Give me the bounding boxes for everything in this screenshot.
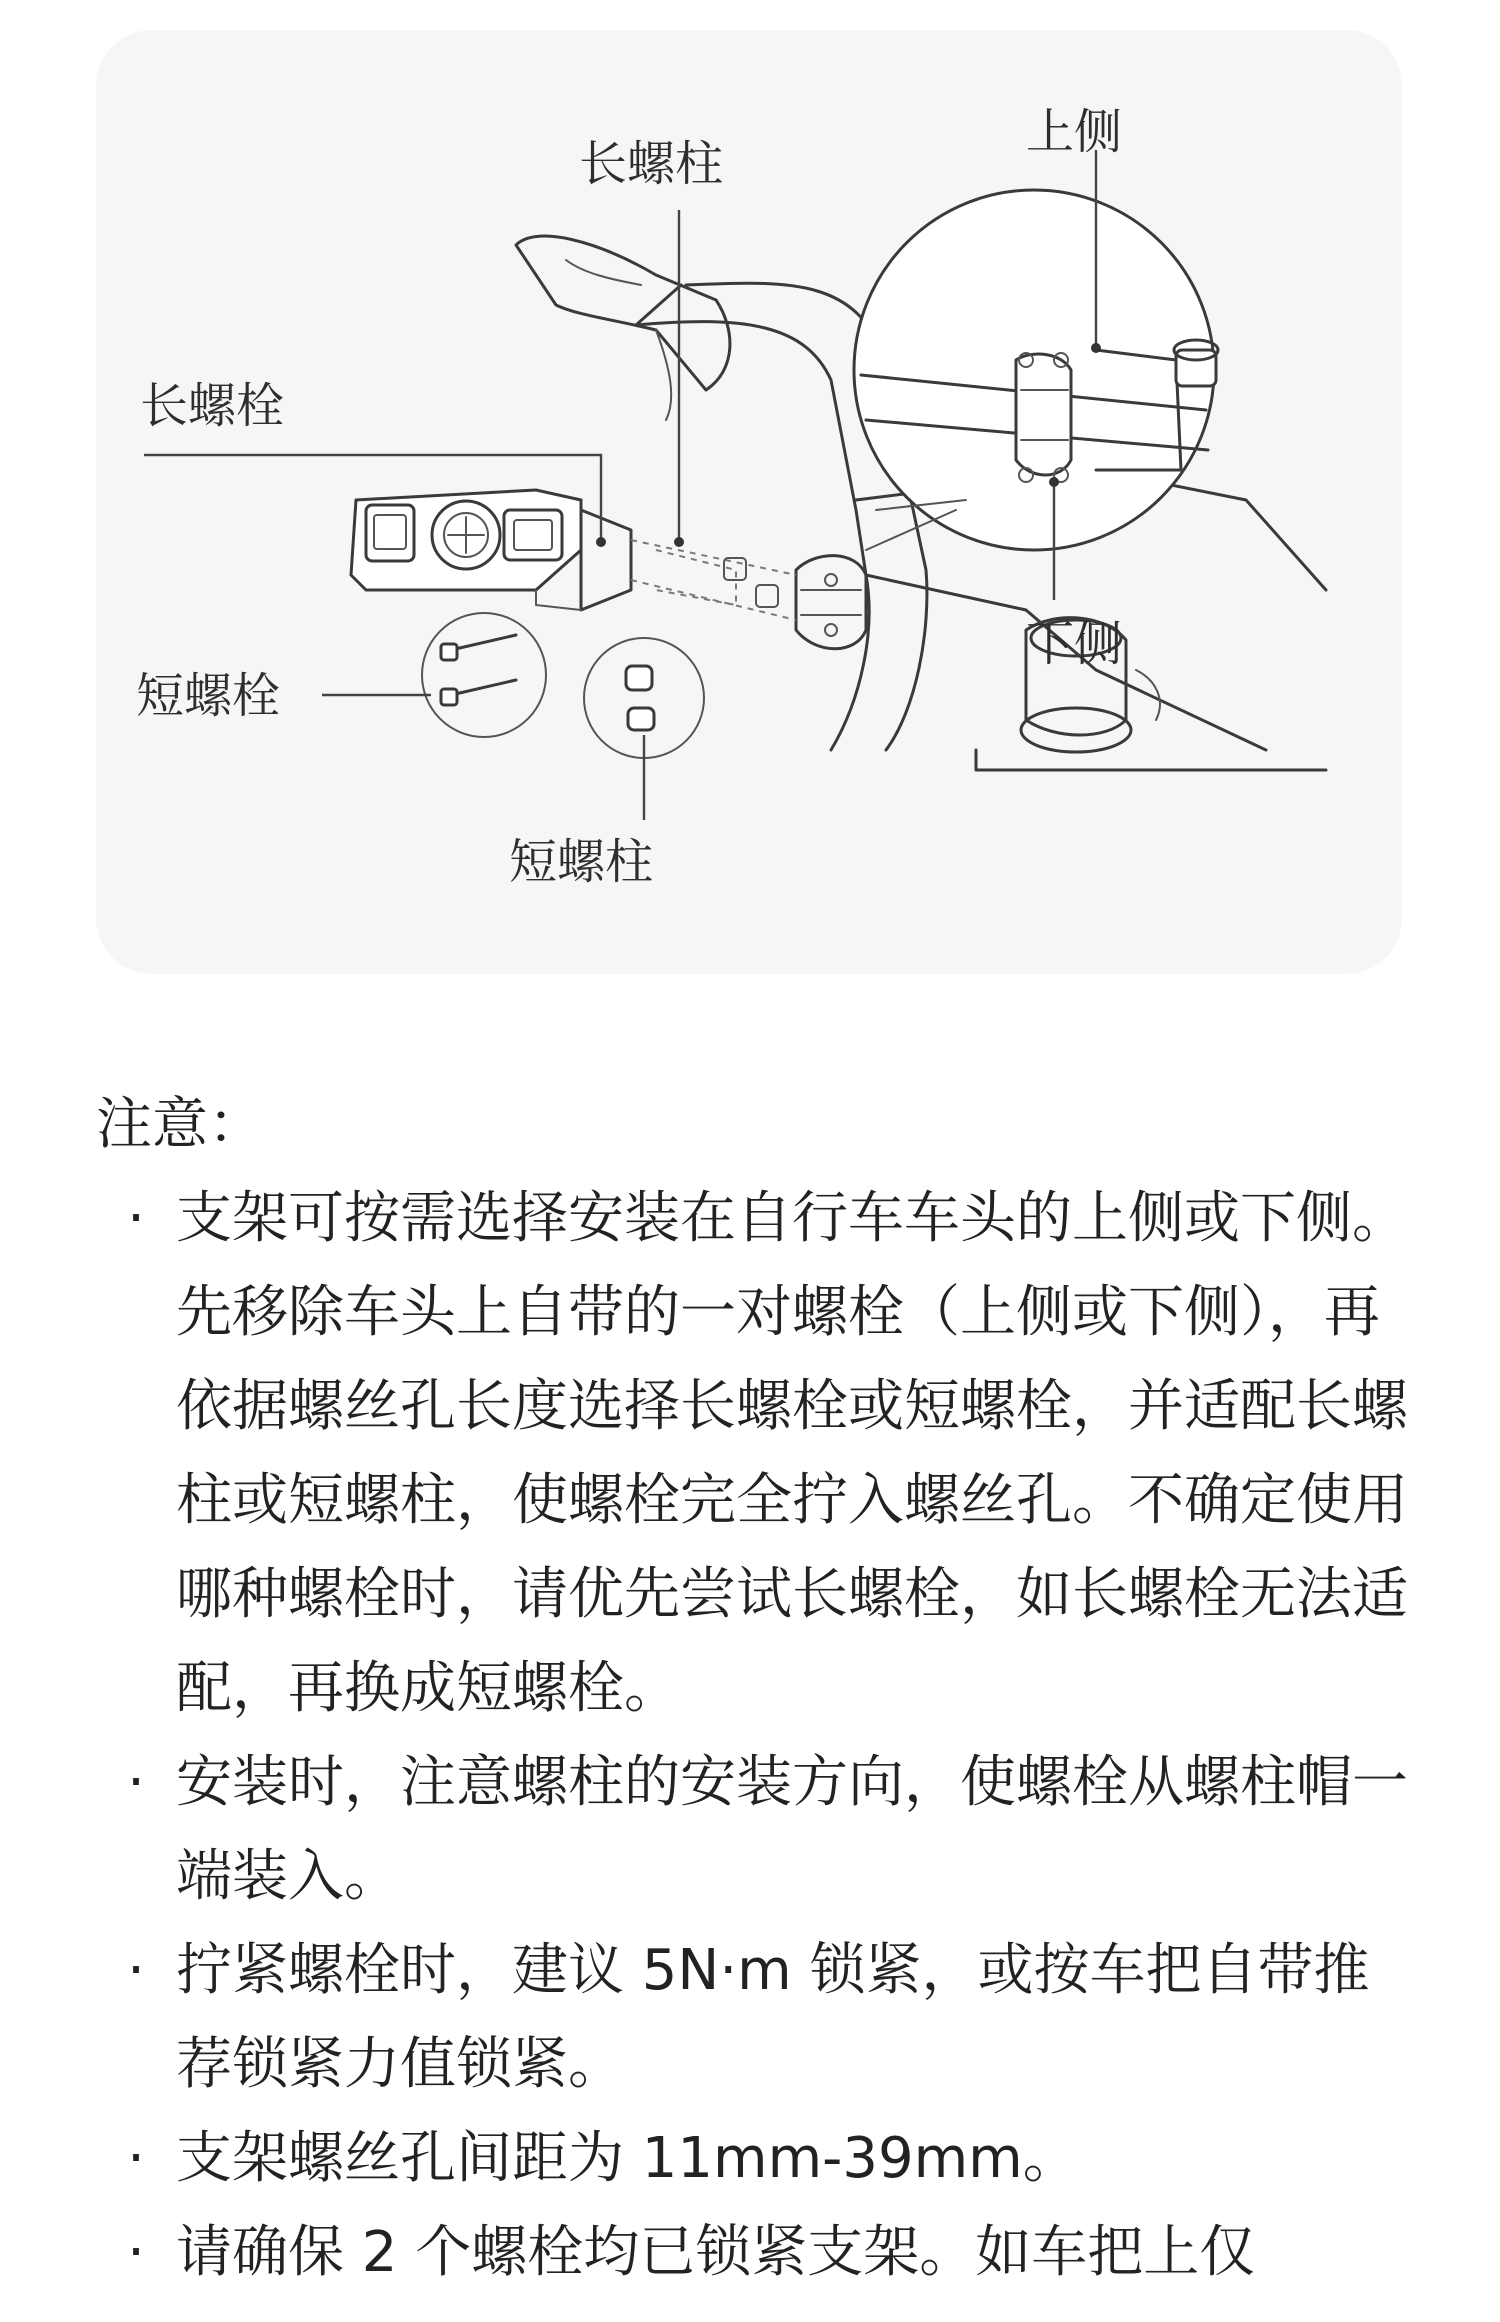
note-text: 拧紧螺栓时，建议 5N·m 锁紧，或按车把自带推荐锁紧力值锁紧。 <box>176 1938 1370 2097</box>
label-bottom-side: 下侧 <box>1026 616 1123 672</box>
label-long-standoff: 长螺柱 <box>579 136 724 192</box>
diagram-illustration <box>96 30 1402 974</box>
note-item <box>96 2112 1416 2206</box>
notes-heading: 注意： <box>96 1092 264 1157</box>
label-short-standoff: 短螺柱 <box>509 834 654 890</box>
installation-diagram <box>96 30 1402 974</box>
note-text: 安装时，注意螺柱的安装方向，使螺栓从螺柱帽一端装入。 <box>176 1750 1408 1909</box>
note-text: 支架可按需选择安装在自行车车头的上侧或下侧。先移除车头上自带的一对螺栓（上侧或下侧），再依据螺丝孔长度选择长螺栓或短螺栓，并适配长螺柱或短螺柱，使螺栓完全拧入螺丝孔。不确定使用哪种螺栓时，请优先尝试长螺栓，如长螺栓无法适配，再换成短螺栓。 <box>176 1186 1408 1721</box>
short-bolt-inset <box>322 613 546 737</box>
note-text: 请确保 2 个螺栓均已锁紧支架。如车把上仅 <box>176 2220 1256 2285</box>
note-item <box>96 2206 1416 2300</box>
bullet: · <box>127 1186 145 1251</box>
note-item <box>96 1172 1416 1736</box>
bullet: · <box>127 2220 145 2285</box>
note-item <box>96 1924 1416 2112</box>
notes-list <box>96 1172 1416 2300</box>
notes-section <box>96 1078 1416 2300</box>
label-top-side: 上侧 <box>1026 104 1123 160</box>
label-short-bolt: 短螺栓 <box>136 668 281 724</box>
label-long-bolt: 长螺栓 <box>140 378 285 434</box>
note-text: 支架螺丝孔间距为 11mm-39mm。 <box>176 2126 1079 2191</box>
bullet: · <box>127 2126 145 2191</box>
detail-magnifier <box>854 150 1218 600</box>
bullet: · <box>127 1750 145 1815</box>
mount-bracket <box>351 490 631 610</box>
short-standoff-inset <box>584 638 704 820</box>
stem-clamp <box>796 556 866 649</box>
assembly-lines <box>631 540 796 620</box>
bullet: · <box>127 1938 145 2003</box>
note-item <box>96 1736 1416 1924</box>
